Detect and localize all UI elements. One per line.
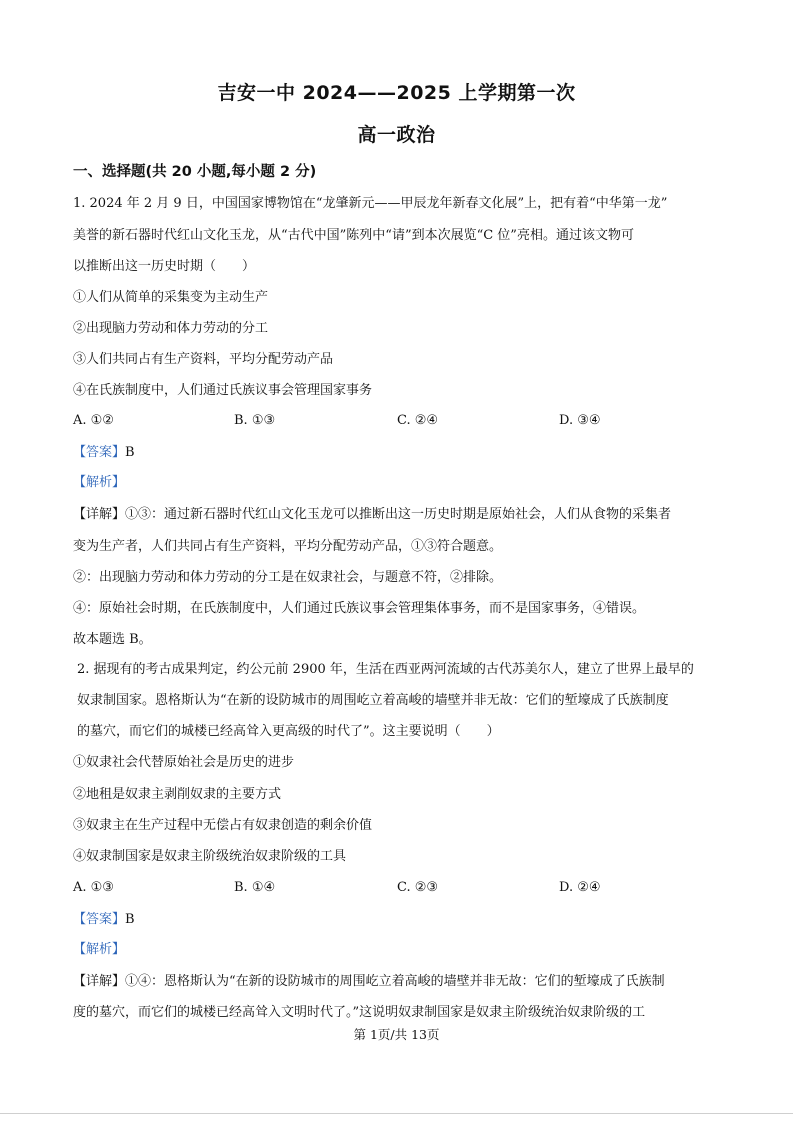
section-heading: 一、选择题(共 20 小题,每小题 2 分) [73,164,317,180]
q1-detail-line [73,507,733,523]
q1-analysis [73,475,733,491]
q2-statement: ②地租是奴隶主剥削奴隶的主要方式 [73,787,282,802]
q2-stem-line: 奴隶制国家。恩格斯认为“在新的设防城市的周围屹立着高峻的墙壁并非无故：它们的堑壕成了氏族制度 [77,693,669,708]
q1-stem-line: 以推断出这一历史时期（ ） [73,259,256,274]
answer-tag: 【答案】 [73,912,126,927]
q1-option-a: A. ①② [73,413,114,428]
detail-tag: 【详解】 [73,507,126,522]
analysis-tag: 【解析】 [73,942,126,957]
q1-option-b: B. ①③ [234,413,276,428]
q1-option-c: C. ②④ [397,413,439,428]
q2-detail-line [73,974,733,990]
q1-stem-line: 1. 2024 年 2 月 9 日，中国国家博物馆在“龙肇新元——甲辰龙年新春文化展”上，把有着“中华第一龙” [73,196,668,211]
q1-option-d: D. ③④ [559,413,601,428]
q2-stem-line: 2. 据现有的考古成果判定，约公元前 2900 年，生活在西亚两河流域的古代苏美尔人，建立了世界上最早的 [77,662,694,677]
answer-value: B [125,445,135,460]
answer-value: B [125,912,135,927]
q1-detail-line: ②：出现脑力劳动和体力劳动的分工是在奴隶社会，与题意不符，②排除。 [73,570,503,585]
answer-tag: 【答案】 [73,445,126,460]
q1-statement: ④在氏族制度中，人们通过氏族议事会管理国家事务 [73,383,373,398]
q1-detail-line: ④：原始社会时期，在氏族制度中，人们通过氏族议事会管理集体事务，而不是国家事务，④错误。 [73,601,646,616]
q2-answer [73,912,733,928]
q2-analysis [73,942,733,958]
q2-option-c: C. ②③ [397,880,439,895]
q2-statement: ①奴隶社会代替原始社会是历史的进步 [73,755,295,770]
q2-stem-line: 的墓穴，而它们的城楼已经高耸入更高级的时代了”。这主要说明（ ） [77,724,500,739]
q2-option-b: B. ①④ [234,880,276,895]
detail-text: ①③：通过新石器时代红山文化玉龙可以推断出这一历史时期是原始社会，人们从食物的采集者 [125,507,672,522]
q1-stem-line: 美誉的新石器时代红山文化玉龙，从“古代中国”陈列中“请”到本次展览“C 位”亮相。通过该文物可 [73,228,634,243]
q1-statement: ③人们共同占有生产资料，平均分配劳动产品 [73,352,334,367]
q1-conclusion: 故本题选 B。 [73,632,152,647]
q1-detail-line: 变为生产者，人们共同占有生产资料，平均分配劳动产品，①③符合题意。 [73,539,503,554]
page-title: 吉安一中 2024——2025 上学期第一次 [217,82,576,104]
q1-statement: ①人们从简单的采集变为主动生产 [73,290,269,305]
q1-answer [73,445,733,461]
q2-option-d: D. ②④ [559,880,601,895]
q1-statement: ②出现脑力劳动和体力劳动的分工 [73,321,269,336]
page-subtitle: 高一政治 [357,124,436,146]
detail-tag: 【详解】 [73,974,126,989]
analysis-tag: 【解析】 [73,475,126,490]
q2-detail-line: 度的墓穴，而它们的城楼已经高耸入文明时代了。”这说明奴隶制国家是奴隶主阶级统治奴隶阶级的工 [73,1005,646,1020]
detail-text: ①④：恩格斯认为“在新的设防城市的周围屹立着高峻的墙壁并非无故：它们的堑壕成了氏族制 [125,974,665,989]
q2-statement: ④奴隶制国家是奴隶主阶级统治奴隶阶级的工具 [73,849,347,864]
page-number: 第 1页/共 13页 [353,1027,440,1042]
bottom-divider [0,1113,793,1114]
q2-option-a: A. ①③ [73,880,114,895]
q2-statement: ③奴隶主在生产过程中无偿占有奴隶创造的剩余价值 [73,818,373,833]
